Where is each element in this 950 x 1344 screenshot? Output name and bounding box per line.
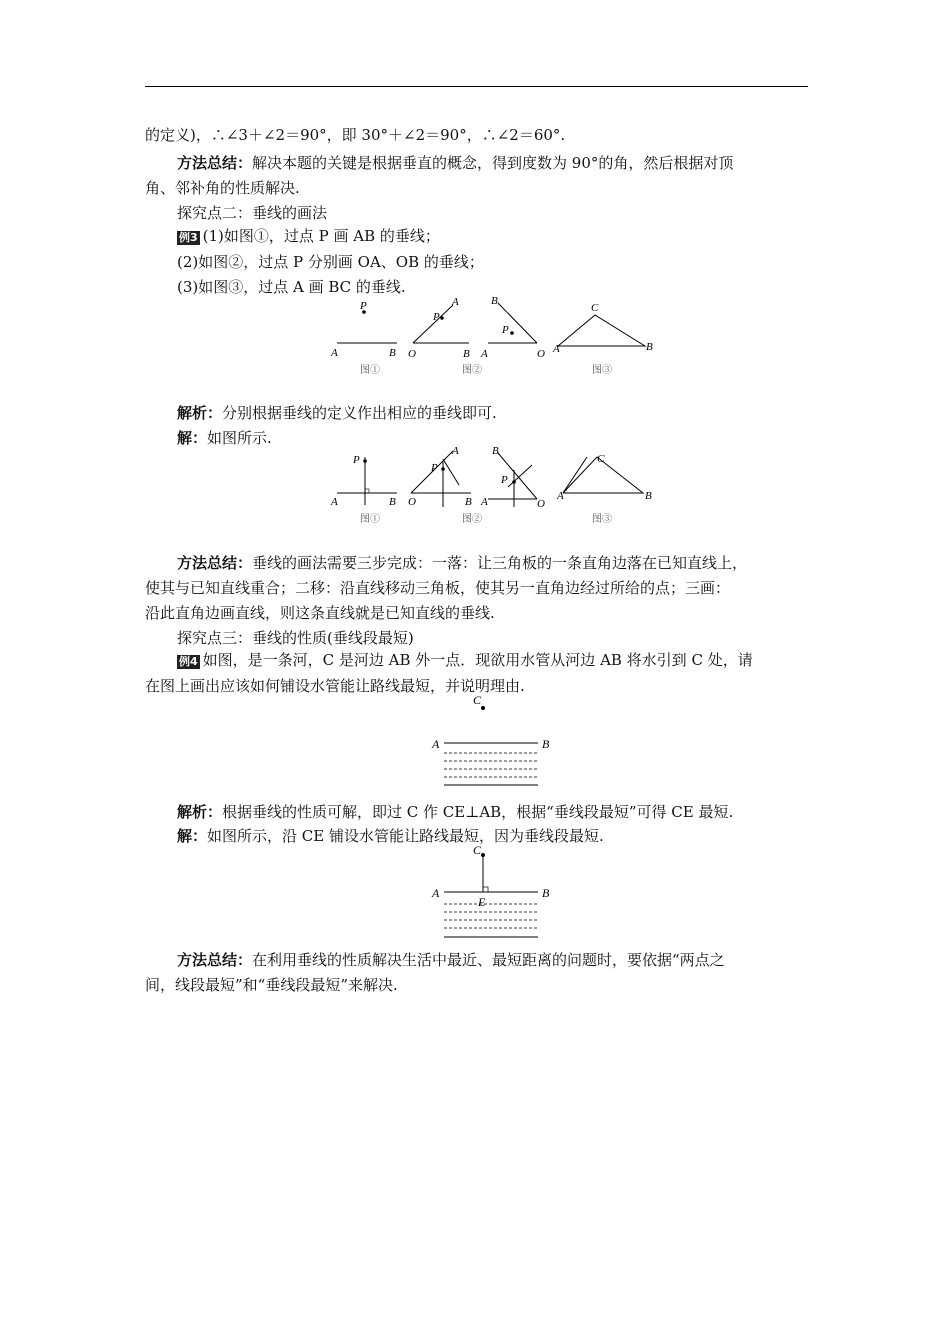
method-summary-2: 方法总结：垂线的画法需要三步完成：一落：让三角板的一条直角边落在已知直线上， bbox=[177, 554, 748, 572]
svg-text:A: A bbox=[553, 343, 560, 355]
svg-text:图②: 图② bbox=[462, 514, 482, 525]
example-badge: 例3 bbox=[179, 231, 198, 244]
svg-text:C: C bbox=[591, 302, 599, 314]
solution-4: 解：如图所示，沿 CE 铺设水管能让路线最短，因为垂线段最短. bbox=[177, 827, 604, 845]
header-rule bbox=[145, 86, 808, 87]
text-line: 间，线段最短”和“垂线段最短”来解决. bbox=[145, 976, 398, 994]
text-line: 使其与已知直线重合；二移：沿直线移动三角板，使其另一直角边经过所给的点；三画： bbox=[145, 579, 731, 597]
example-3-q1: 例3 (1)如图①，过点 P 画 AB 的垂线； bbox=[179, 227, 440, 245]
svg-text:B: B bbox=[542, 886, 550, 900]
svg-text:E: E bbox=[478, 895, 486, 909]
analysis-4: 解析：根据垂线的性质可解，即过 C 作 CE⊥AB，根据“垂线段最短”可得 CE 最短. bbox=[177, 803, 734, 821]
section-heading-2: 探究点二：垂线的画法 bbox=[177, 204, 328, 222]
river-figure-solution bbox=[428, 842, 568, 942]
svg-text:A: A bbox=[331, 347, 338, 359]
svg-text:A: A bbox=[481, 348, 488, 360]
svg-text:P: P bbox=[431, 462, 438, 474]
text-line: 沿此直角边画直线，则这条直线就是已知直线的垂线. bbox=[145, 604, 495, 622]
svg-text:P: P bbox=[353, 454, 360, 466]
method-summary-1: 方法总结：解决本题的关键是根据垂直的概念，得到度数为 90°的角，然后根据对顶 bbox=[177, 154, 734, 172]
svg-text:A: A bbox=[432, 886, 440, 900]
svg-text:A: A bbox=[331, 496, 338, 508]
svg-text:B: B bbox=[491, 295, 498, 307]
svg-text:A: A bbox=[452, 296, 459, 308]
svg-text:A: A bbox=[481, 496, 488, 508]
svg-text:图③: 图③ bbox=[592, 365, 612, 376]
svg-text:P: P bbox=[502, 324, 509, 336]
example-badge: 例4 bbox=[179, 655, 198, 668]
method-summary-3: 方法总结：在利用垂线的性质解决生活中最近、最短距离的问题时，要依据“两点之 bbox=[177, 951, 725, 969]
text-line: 在图上画出应该如何铺设水管能让路线最短，并说明理由. bbox=[145, 677, 525, 695]
svg-text:P: P bbox=[360, 300, 367, 312]
svg-text:A: A bbox=[432, 737, 440, 751]
method-summary-label: 方法总结： bbox=[177, 154, 253, 172]
svg-text:C: C bbox=[473, 693, 482, 707]
example-3-q3: (3)如图③，过点 A 画 BC 的垂线. bbox=[177, 278, 406, 296]
svg-text:图①: 图① bbox=[360, 365, 380, 376]
svg-text:B: B bbox=[646, 341, 653, 353]
svg-text:图③: 图③ bbox=[592, 514, 612, 525]
svg-text:B: B bbox=[492, 445, 499, 457]
svg-text:P: P bbox=[501, 474, 508, 486]
example-3-q2: (2)如图②，过点 P 分别画 OA、OB 的垂线； bbox=[177, 253, 484, 271]
svg-text:A: A bbox=[452, 445, 459, 457]
svg-text:图①: 图① bbox=[360, 514, 380, 525]
svg-text:O: O bbox=[537, 348, 545, 360]
svg-text:图②: 图② bbox=[462, 365, 482, 376]
svg-text:B: B bbox=[389, 496, 396, 508]
svg-text:B: B bbox=[463, 348, 470, 360]
svg-text:O: O bbox=[408, 496, 416, 508]
example-4-q: 例4 如图，是一条河，C 是河边 AB 外一点．现欲用水管从河边 AB 将水引到 C 处，请 bbox=[179, 651, 753, 669]
svg-text:C: C bbox=[473, 843, 482, 857]
svg-text:B: B bbox=[645, 490, 652, 502]
svg-text:B: B bbox=[465, 496, 472, 508]
svg-text:O: O bbox=[537, 498, 545, 510]
text-line: 的定义)，∴∠3＋∠2＝90°，即 30°＋∠2＝90°，∴∠2＝60°. bbox=[145, 126, 566, 144]
svg-text:B: B bbox=[389, 347, 396, 359]
solution-3: 解：如图所示. bbox=[177, 429, 272, 447]
svg-text:P: P bbox=[433, 311, 440, 323]
section-heading-3: 探究点三：垂线的性质(垂线段最短) bbox=[177, 629, 414, 647]
figures-solution-3 bbox=[325, 445, 665, 525]
river-figure-problem bbox=[428, 693, 568, 783]
svg-text:C: C bbox=[597, 453, 605, 465]
svg-text:O: O bbox=[408, 348, 416, 360]
figures-problem-3 bbox=[325, 295, 665, 380]
svg-text:B: B bbox=[542, 737, 550, 751]
analysis-3: 解析：分别根据垂线的定义作出相应的垂线即可. bbox=[177, 404, 497, 422]
svg-text:A: A bbox=[557, 490, 564, 502]
text-line: 角、邻补角的性质解决. bbox=[145, 179, 300, 197]
